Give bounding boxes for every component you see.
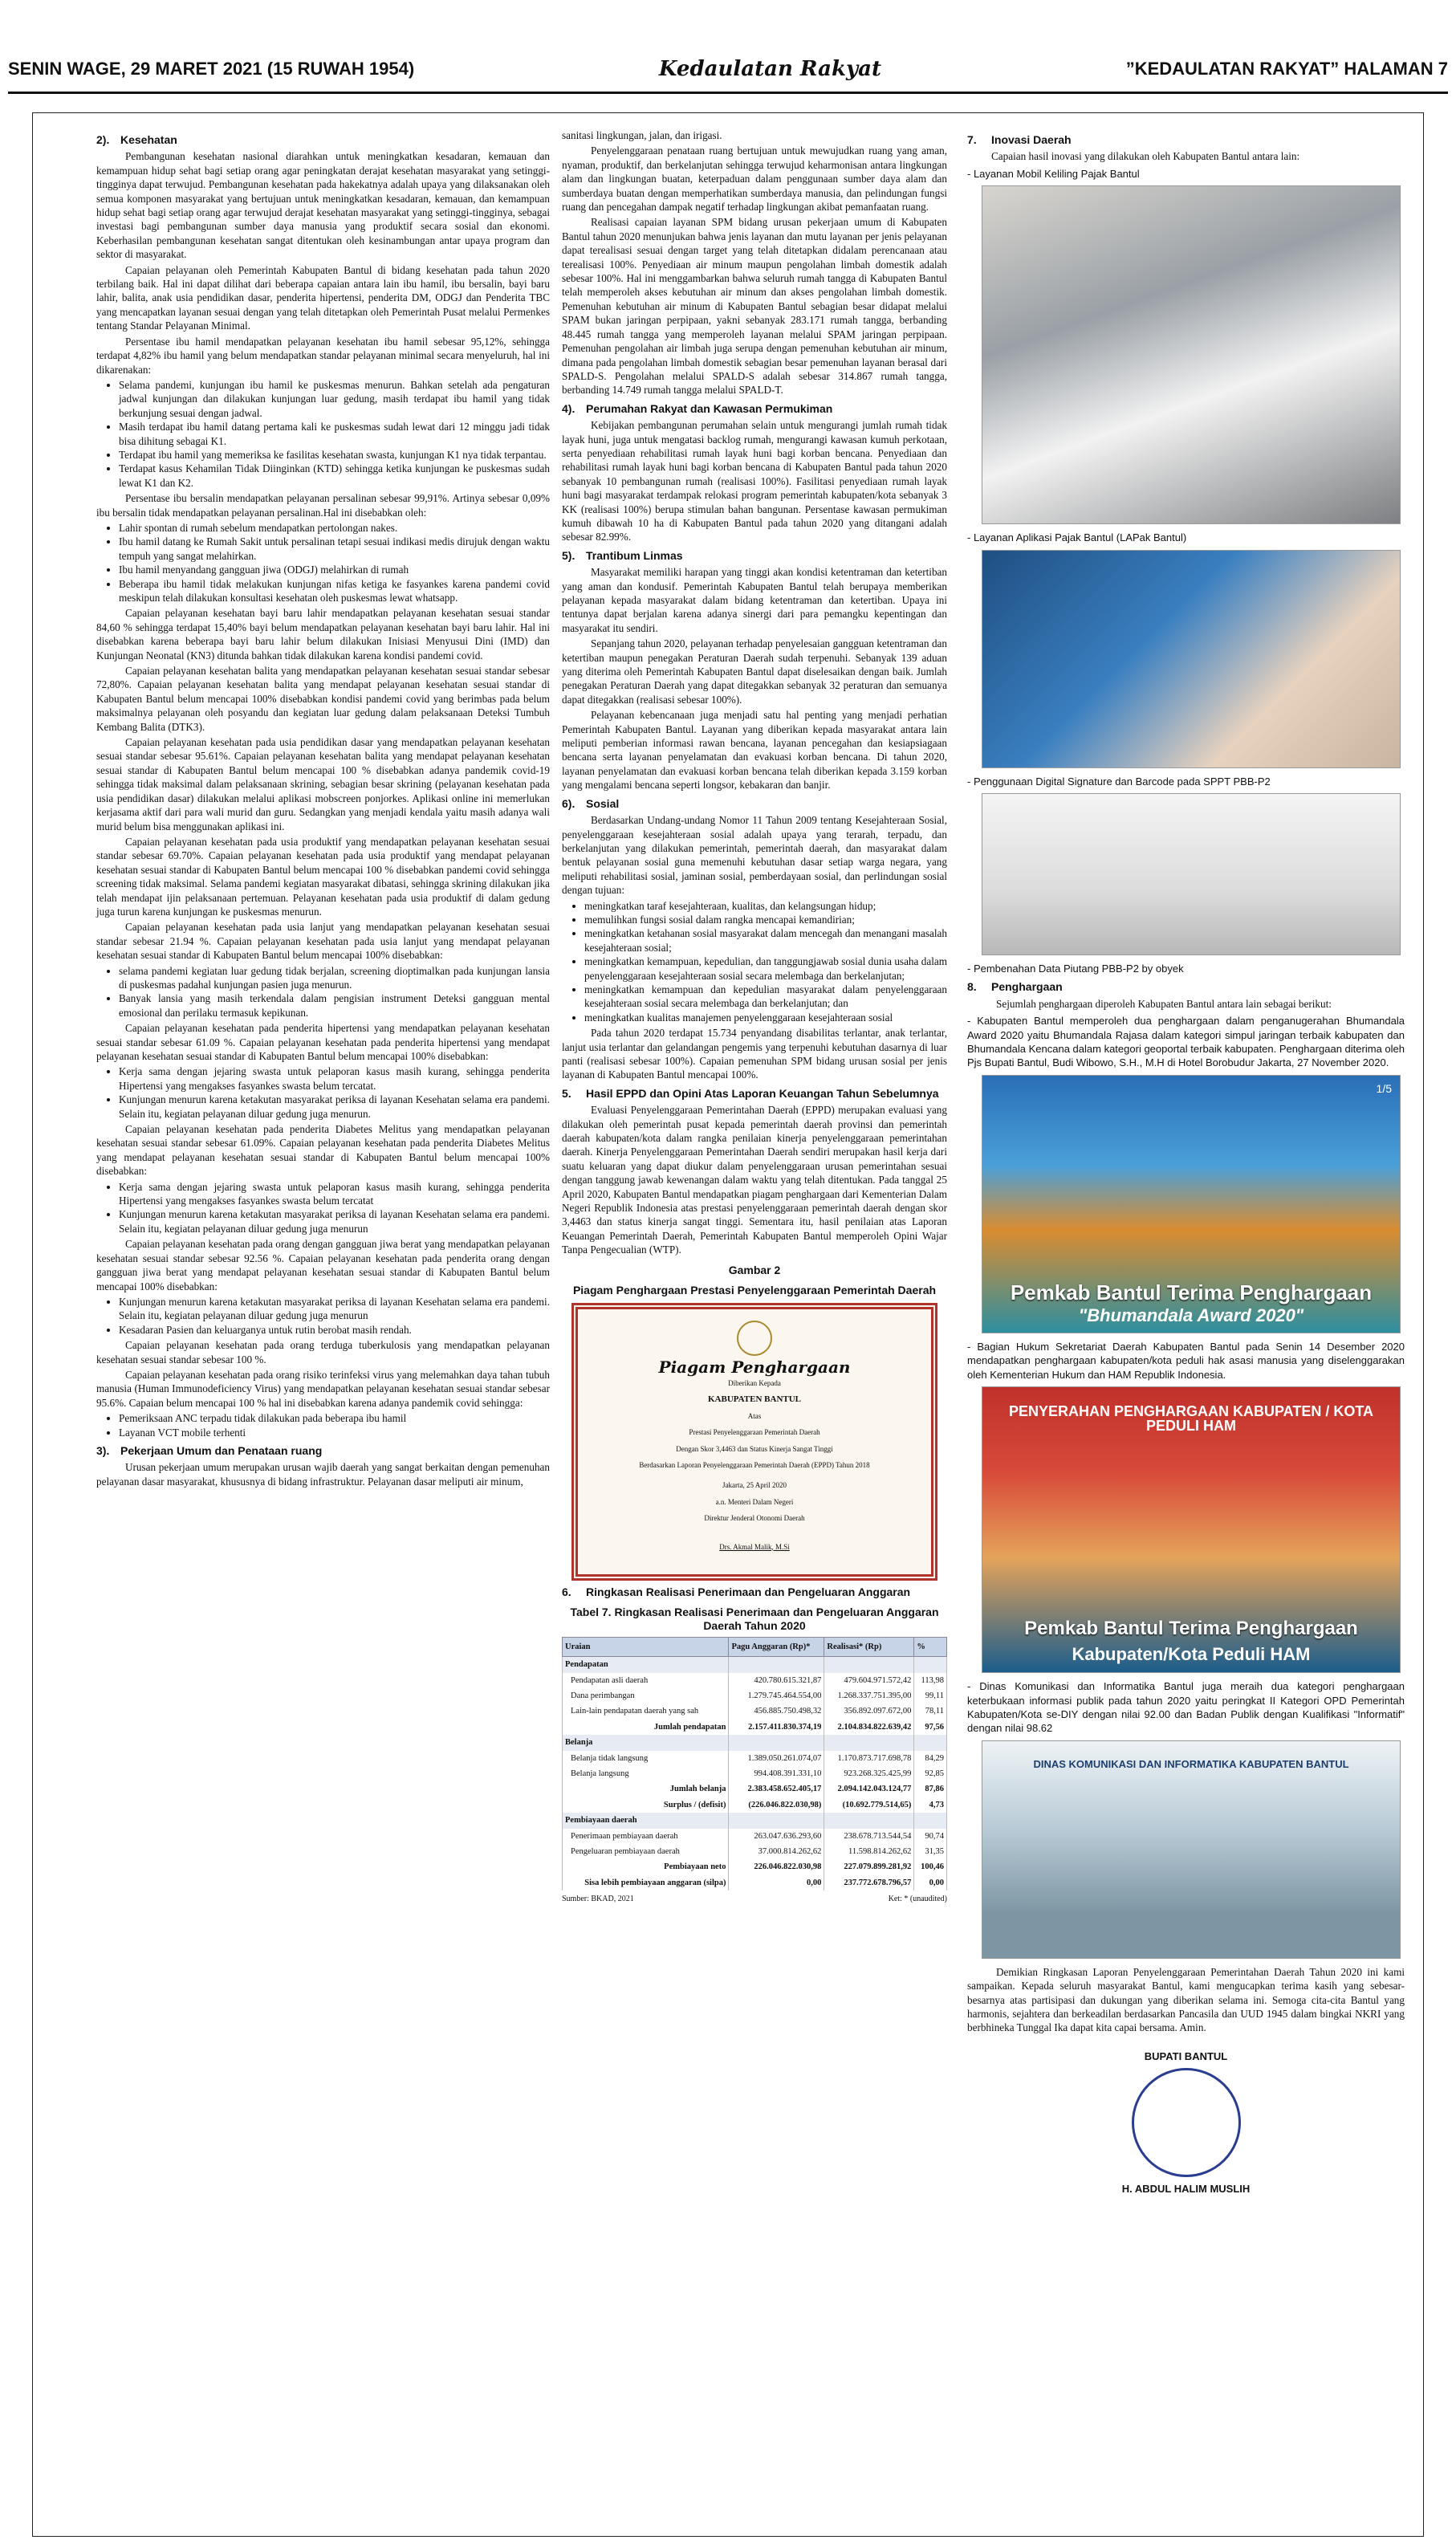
table-cell: 37.000.814.262,62	[729, 1844, 824, 1859]
table-cell	[729, 1657, 824, 1673]
ham-award-photo	[982, 1386, 1401, 1673]
list-item: • Terdapat ibu hamil yang memeriksa ke fasilitas kesehatan swasta, kunjungan K1 nya tidak terpantau.	[119, 448, 550, 462]
table-cell: 2.157.411.830.374,19	[729, 1720, 824, 1735]
table-cell	[914, 1813, 947, 1828]
table-cell: 994.408.391.331,10	[729, 1766, 824, 1781]
photo-overlay-subtitle: Kabupaten/Kota Peduli HAM	[1072, 1643, 1311, 1664]
table-cell: Penerimaan pembiayaan daerah	[563, 1829, 729, 1844]
paragraph: Capaian pelayanan kesehatan pada penderita hipertensi yang mendapatkan pelayanan kesehatan sesuai standar sebesar 61.09 %. Capaian pelayanan kesehatan pada penderita hipertensi yang mendapat pelayanan kesehatan sesuai standar di Kabupaten Bantul belum mencapai 100% disebabkan:	[96, 1022, 550, 1062]
list-item: • meningkatkan ketahanan sosial masyarakat dalam mencegah dan menangani masalah kesejahteraan sosial;	[584, 926, 947, 954]
garuda-emblem-icon	[737, 1321, 772, 1356]
photo-caption: - Layanan Mobil Keliling Pajak Bantul	[967, 167, 1405, 181]
table-row	[563, 1875, 947, 1891]
table-cell: 237.772.678.796,57	[824, 1875, 914, 1891]
paragraph: Pada tahun 2020 terdapat 15.734 penyandang disabilitas terlantar, anak terlantar, lanjut usia terlantar dan gelandangan pengemis yang terpenuhi kebutuhan dasarnya di luar panti (realisasi sebesar 100%). Capaian pemenuhan SPM bidang urusan sosial per jenis layanan di Kabupaten Bantul mencapai 100%.	[562, 1027, 947, 1081]
table-cell: Jumlah pendapatan	[563, 1720, 729, 1735]
table-cell: 0,00	[914, 1875, 947, 1891]
table-cell: Belanja langsung	[563, 1766, 729, 1781]
table-cell: 4,73	[914, 1797, 947, 1813]
bullet-list	[96, 1180, 550, 1236]
table-cell	[914, 1735, 947, 1750]
table-cell: (10.692.779.514,65)	[824, 1797, 914, 1813]
table-cell	[824, 1813, 914, 1828]
certificate-line: Dengan Skor 3,4463 dan Status Kinerja Sangat Tinggi	[676, 1444, 833, 1453]
table-cell	[824, 1735, 914, 1750]
page-label: ”KEDAULATAN RAKYAT” HALAMAN 7	[1125, 59, 1448, 79]
bullet-list	[96, 964, 550, 1020]
section-heading: 8. Penghargaan	[967, 980, 1063, 994]
table-row	[563, 1797, 947, 1813]
table-header: %	[914, 1637, 947, 1656]
table-cell: Belanja	[563, 1735, 729, 1750]
paragraph: Capaian pelayanan kesehatan pada orang risiko terinfeksi virus yang melemahkan daya tahan tubuh manusia (Human Immunodeficiency Virus) yang mendapatkan pelayanan kesehatan sesuai standar sebesar 95.6%. Capaian belum mencapai 100 % hal ini disebabkan karena adanya pandemik covid sehingga:	[96, 1368, 550, 1409]
table-cell: (226.046.822.030,98)	[729, 1797, 824, 1813]
table-cell: 227.079.899.281,92	[824, 1859, 914, 1874]
digital-signature-photo	[982, 793, 1401, 955]
photo-caption: - Layanan Aplikasi Pajak Bantul (LAPak Bantul)	[967, 531, 1405, 544]
list-item: • Pemeriksaan ANC terpadu tidak dilakukan pada beberapa ibu hamil	[119, 1411, 550, 1425]
table-cell: 923.268.325.425,99	[824, 1766, 914, 1781]
list-item: • meningkatkan taraf kesejahteraan, kualitas, dan kelangsungan hidup;	[584, 899, 947, 913]
paragraph: Kebijakan pembangunan perumahan selain untuk mengurangi jumlah rumah tidak layak huni, juga untuk mengatasi backlog rumah, mengurangi kawasan kumuh perkotaan, serta penyediaan rehabilitasi rumah layak huni bagi korban bencana. Penyediaan dan rehabilitasi rumah layak huni bagi korban bencana di Kabupaten Bantul pada tahun 2020 sebanyak 10 pembangunan rumah (realisasi 100%). Fasilitasi penyediaan rumah layak huni bagi masyarakat terdampak relokasi program pemerintah kabupaten/kota sebanyak 3 KK (realisasi 100%) berupa stimulan bahan bangunan. Persentase kawasan permukiman kumuh dibawah 10 ha di Kabupaten Bantul pada tahun 2020 yang ditangani adalah sebesar 82.99%.	[562, 419, 947, 543]
column-1	[96, 128, 550, 1490]
column-2	[562, 128, 947, 1907]
paragraph: Capaian pelayanan kesehatan pada orang dengan gangguan jiwa berat yang mendapatkan pelayanan kesehatan sesuai standar sebesar 92.56 %. Capaian pelayanan kesehatan pada penderita orang dengan gangguan jiwa berat yang mendapat pelayanan kesehatan sesuai standar di Kabupaten Bantul belum mencapai 100% disebabkan:	[96, 1238, 550, 1292]
award-certificate	[571, 1303, 937, 1581]
table-cell: 99,11	[914, 1688, 947, 1703]
table-cell: 263.047.636.293,60	[729, 1829, 824, 1844]
table-cell: 2.104.834.822.639,42	[824, 1720, 914, 1735]
list-item: • meningkatkan kualitas manajemen penyelenggaraan kesejahteraan sosial	[584, 1011, 947, 1024]
list-item: • selama pandemi kegiatan luar gedung tidak berjalan, screening dioptimalkan pada kunjungan lansia di puskesmas padahal kunjungan pasien juga menurun.	[119, 964, 550, 992]
list-item: • Masih terdapat ibu hamil datang pertama kali ke puskesmas sudah lewat dari 12 minggu jadi tidak bisa dihitung sebagai K1.	[119, 420, 550, 448]
paragraph: Capaian pelayanan kesehatan pada usia pendidikan dasar yang mendapatkan pelayanan kesehatan sesuai standar sebesar 95.61%. Capaian pelayanan kesehatan balita yang mendapat pelayanan kesehatan sesuai standar di Kabupaten Bantul belum mencapai 100 % disebabkan adanya pandemik covid-19 sehingga tidak maksimal dalam pelaksanaan skrining, sebagian besar skrining (pelayanan kesehatan pada usia pendidikan dasar) dilakukan melalui aplikasi mobscreen ponjorkes. Aplikasi online ini memerlukan kerjasama aktif dari para wali murid dan guru. Sedangkan yang menjadi kendala yaitu masih adanya wali murid belum bisa menggunakan aplikasi ini.	[96, 736, 550, 832]
table-cell: 1.389.050.261.074,07	[729, 1751, 824, 1766]
table-cell	[729, 1735, 824, 1750]
award-item: - Bagian Hukum Sekretariat Daerah Kabupaten Bantul pada Senin 14 Desember 2020 mendapatkan penghargaan kabupaten/kota peduli hak asasi manusia yang diselenggarakan oleh Kementerian Hukum dan HAM Republik Indonesia.	[967, 1340, 1405, 1382]
table-cell: 113,98	[914, 1673, 947, 1688]
list-item: • Kerja sama dengan jejaring swasta untuk pelaporan kasus masih kurang, sehingga penderita Hipertensi yang mengakses fasyankes swasta belum tercatat	[119, 1180, 550, 1208]
table-cell: 420.780.615.321,87	[729, 1673, 824, 1688]
table-row	[563, 1735, 947, 1750]
paragraph: Capaian pelayanan kesehatan pada penderita Diabetes Melitus yang mendapatkan pelayanan kesehatan sesuai standar sebesar 61.09%. Capaian pelayanan kesehatan pada penderita Diabetes Melitus yang mendapat pelayanan kesehatan sesuai standar di Kabupaten Bantul belum mencapai 100% disebabkan:	[96, 1123, 550, 1178]
table-header: Realisasi* (Rp)	[824, 1637, 914, 1656]
table-cell: Pembiayaan daerah	[563, 1813, 729, 1828]
paragraph: Persentase ibu bersalin mendapatkan pelayanan persalinan sebesar 99,91%. Artinya sebesar 0,09% ibu bersalin tidak mendapatkan pelayanan persalinan.Hal ini disebabkan oleh:	[96, 492, 550, 519]
section-heading: 4). Perumahan Rakyat dan Kawasan Permukiman	[562, 401, 833, 415]
certificate-line: Drs. Akmal Malik, M.Si	[719, 1542, 790, 1551]
award-item: - Dinas Komunikasi dan Informatika Bantul juga meraih dua kategori penghargaan keterbukaan informasi publik pada tahun 2020 yaitu peringkat II Kategori OPD Pemerintah Kabupaten/Kota se-DIY dengan nilai 92.00 dan Badan Publik dengan Kualifikasi "Informatif" dengan nilai 98.62	[967, 1679, 1405, 1736]
certificate-line: a.n. Menteri Dalam Negeri	[715, 1497, 794, 1506]
paragraph: Demikian Ringkasan Laporan Penyelenggaraan Pemerintahan Daerah Tahun 2020 ini kami sampaikan. Kepada seluruh masyarakat Bantul, kami mengucapkan terima kasih yang sebesar-besarnya atas partisipasi dan dukungan yang diberikan selama ini. Semoga cita-cita Bantul yang harmonis, sejahtera dan berkeadilan berdasarkan Pancasila dan UUD 1945 dalam bingkai NKRI yang berbhineka Tunggal Ika dapat kita capai bersama. Amin.	[967, 1965, 1405, 2034]
budget-table	[562, 1637, 947, 1891]
issue-date: SENIN WAGE, 29 MARET 2021 (15 RUWAH 1954)	[8, 59, 415, 79]
certificate-line: KABUPATEN BANTUL	[707, 1394, 802, 1405]
table-cell: 2.383.458.652.405,17	[729, 1781, 824, 1797]
table-cell: 1.279.745.464.554,00	[729, 1688, 824, 1703]
certificate-line: Berdasarkan Laporan Penyelenggaraan Pemerintah Daerah (EPPD) Tahun 2018	[639, 1460, 870, 1469]
masthead	[8, 47, 1448, 94]
list-item: • Kunjungan menurun karena ketakutan masyarakat periksa di layanan Kesehatan selama era pandemi. Selain itu, kegiatan pelayanan diluar gedung juga menurun	[119, 1295, 550, 1323]
paragraph: Masyarakat memiliki harapan yang tinggi akan kondisi ketentraman dan ketertiban yang aman dan kondusif. Pemerintah Kabupaten Bantul telah berupaya memberikan pelayanan kepada masyarakat dalam bidang ketentraman dan ketertiban. Upaya ini tentunya dapat berjalan karena adanya sinergi dari para pemangku kepentingan dan masyarakat itu sendiri.	[562, 566, 947, 634]
paragraph: Persentase ibu hamil mendapatkan pelayanan kesehatan ibu hamil sebesar 95,12%, sehingga terdapat 4,82% ibu hamil yang belum mendapatkan standar pelayanan minimal secara menyeluruh, hal ini dikarenakan:	[96, 335, 550, 376]
table-row	[563, 1703, 947, 1719]
table-cell	[824, 1657, 914, 1673]
table-row	[563, 1781, 947, 1797]
table-cell: 11.598.814.262,62	[824, 1844, 914, 1859]
table-cell: 97,56	[914, 1720, 947, 1735]
paragraph: sanitasi lingkungan, jalan, dan irigasi.	[562, 129, 722, 141]
table-cell: 31,35	[914, 1844, 947, 1859]
table-cell: 78,11	[914, 1703, 947, 1719]
mobile-tax-cars-photo	[982, 185, 1401, 524]
list-item: • Kunjungan menurun karena ketakutan masyarakat periksa di layanan Kesehatan selama era pandemi. Selain itu, kegiatan pelayanan diluar gedung juga menurun	[119, 1207, 550, 1235]
table-cell: 0,00	[729, 1875, 824, 1891]
signature-block	[967, 2049, 1405, 2196]
paragraph: Sepanjang tahun 2020, pelayanan terhadap penyelesaian gangguan ketentraman dan ketertiban maupun penegakan Peraturan Daerah sudah terpenuhi. Sebanyak 139 aduan yang diterima oleh Pemerintah Kabupaten Bantul dapat diselesaikan dengan baik. Jumlah penegakan Peraturan Daerah yang dapat ditegakkan sebanyak 32 peraturan dan semuanya dapat ditegakkan (realisasi sebesar 100%).	[562, 637, 947, 706]
list-item: • Ibu hamil menyandang gangguan jiwa (ODGJ) melahirkan di rumah	[119, 563, 550, 576]
table-cell: 356.892.097.672,00	[824, 1703, 914, 1719]
table-row	[563, 1766, 947, 1781]
table-cell: 226.046.822.030,98	[729, 1859, 824, 1874]
award-item: - Kabupaten Bantul memperoleh dua penghargaan dalam penganugerahan Bhumandala Award 2020 yaitu Bhumandala Rajasa dalam kategori simpul jaringan terbaik kabupaten dan Bhumandala Kencana dalam kategori geoportal terbaik kabupaten. Penghargaan diterima oleh Pjs Bupati Bantul, Budi Wibowo, S.H., M.H di Hotel Borobudur Jakarta, 27 November 2020.	[967, 1014, 1405, 1070]
list-item: • memulihkan fungsi sosial dalam rangka mencapai kemandirian;	[584, 913, 947, 926]
photo-overlay-title: Pemkab Bantul Terima Penghargaan	[1024, 1617, 1358, 1639]
table-row	[563, 1813, 947, 1828]
certificate-title: Piagam Penghargaan	[658, 1357, 851, 1377]
table-header: Pagu Anggaran (Rp)*	[729, 1637, 824, 1656]
paragraph: Pelayanan kebencanaan juga menjadi satu hal penting yang menjadi perhatian Pemerintah Kabupaten Bantul. Layanan yang diberikan kepada masyarakat antara lain meliputi pemberian informasi rawan bencana, layanan pencegahan dan kesiapsiagaan bencana serta layanan penyelamatan dan evakuasi korban bencana. Di tahun 2020, layanan penyelamatan dan evakuasi korban bencana telah diberikan kepada 3.159 korban yang mengalami bencana seperti longsor, kebakaran dan banjir.	[562, 709, 947, 792]
regent-seal-icon	[1132, 2068, 1241, 2177]
table-cell: 2.094.142.043.124,77	[824, 1781, 914, 1797]
section-heading: 5). Trantibum Linmas	[562, 548, 683, 562]
list-item: • meningkatkan kemampuan, kepedulian, dan tanggungjawab sosial dunia usaha dalam penyelenggaraan kesejahteraan sosial secara melembaga dan berkelanjutan;	[584, 954, 947, 983]
paragraph: Berdasarkan Undang-undang Nomor 11 Tahun 2009 tentang Kesejahteraan Sosial, penyelenggaraan kesejahteraan sosial adalah upaya yang terarah, terpadu, dan berkelanjutan yang dilakukan pemerintah, pemerintah daerah, dan masyarakat dalam bentuk pelayanan sosial guna memenuhi kebutuhan dasar setiap warga negara, yang meliputi rehabilitasi sosial, jaminan sosial, pemberdayaan sosial, dan perlindungan sosial dengan tujuan:	[562, 814, 947, 897]
list-item: • Layanan VCT mobile terhenti	[119, 1426, 550, 1439]
photo-overlay-title: Pemkab Bantul Terima Penghargaan	[1010, 1280, 1373, 1305]
column-3	[967, 128, 1405, 2196]
paragraph: Urusan pekerjaan umum merupakan urusan wajib daerah yang sangat berkaitan dengan pemenuhan pelayanan dasar masyarakat, khususnya di bidang infrastruktur. Pelayanan dasar meliputi air minum,	[96, 1461, 550, 1488]
certificate-line: Atas	[747, 1411, 762, 1420]
diskominfo-photo	[982, 1740, 1401, 1959]
office-sign: DINAS KOMUNIKASI DAN INFORMATIKA KABUPATEN BANTUL	[1033, 1757, 1349, 1770]
list-item: • Kunjungan menurun karena ketakutan masyarakat periksa di layanan Kesehatan selama era pandemi. Selain itu, kegiatan pelayanan diluar gedung juga menurun.	[119, 1093, 550, 1121]
lapak-app-photo	[982, 550, 1401, 768]
paragraph: Capaian pelayanan kesehatan pada orang terduga tuberkulosis yang mendapatkan pelayanan kesehatan sesuai standar sebesar 100 %.	[96, 1339, 550, 1366]
table-footnote	[562, 1892, 947, 1906]
table-row	[563, 1657, 947, 1673]
paragraph: Capaian pelayanan kesehatan balita yang mendapatkan pelayanan kesehatan sesuai standar sebesar 72,80%. Capaian pelayanan kesehatan balita yang mendapat pelayanan kesehatan sesuai standar di Kabupaten Bantul belum mencapai 100% disebabkan kondisi pandemi covid yang berimbas pada belum maksimalnya pelayanan oleh posyandu dan kegiatan luar gedung dalam pelaksanaan Deteksi Tumbuh Kembang Balita (DTK3).	[96, 665, 550, 733]
table-cell: 1.268.337.751.395,00	[824, 1688, 914, 1703]
section-heading: 3). Pekerjaan Umum dan Penataan ruang	[96, 1443, 323, 1457]
paragraph: Evaluasi Penyelenggaraan Pemerintahan Daerah (EPPD) merupakan evaluasi yang dilakukan oleh pemerintah pusat kepada pemerintah daerah provinsi dan pemerintah daerah kabupaten/kota dalam rangka penilaian kinerja penyelenggaraan pemerintahan daerah. Kinerja Penyelenggaraan Pemerintahan Daerah sendiri merupakan hasil kerja dari suatu keluaran yang dapat diukur dalam penyelenggaraan urusan pemerintahan sesuai dengan tanggung jawab kewenangan dalam waktu yang telah ditentukan. Pada tanggal 25 April 2020, Kabupaten Bantul mendapatkan piagam penghargaan dari Kementerian Dalam Negeri Republik Indonesia atas prestasi penyelenggaraan pemerintah daerah dengan skor 3,4463 dan status kinerja sangat tinggi. Sementara itu, hasil penilaian atas Laporan Keuangan Pemerintah Daerah, Pemerintah Kabupaten Bantul memperoleh Opini Wajar Tanpa Pengecualian (WTP).	[562, 1104, 947, 1256]
certificate-line: Direktur Jenderal Otonomi Daerah	[704, 1514, 805, 1523]
signatory-title: BUPATI BANTUL	[1144, 2049, 1228, 2062]
paragraph: Capaian pelayanan kesehatan pada usia lanjut yang mendapatkan pelayanan kesehatan sesuai standar sebesar 21.94 %. Capaian pelayanan kesehatan pada usia lanjut yang mendapat pelayanan kesehatan sesuai standar di Kabupaten Bantul belum mencapai 100% disebabkan:	[96, 921, 550, 962]
table-row	[563, 1720, 947, 1735]
photo-overlay-subtitle: "Bhumandala Award 2020"	[1078, 1305, 1304, 1326]
list-item: • Ibu hamil datang ke Rumah Sakit untuk persalinan tetapi sesuai indikasi medis dirujuk dengan waktu tempuh yang sangat melahirkan.	[119, 535, 550, 563]
table-row	[563, 1844, 947, 1859]
list-item: • Kerja sama dengan jejaring swasta untuk pelaporan kasus masih kurang, sehingga penderita Hipertensi yang mengakses fasyankes swasta belum tercatat.	[119, 1064, 550, 1093]
photo-caption: - Pembenahan Data Piutang PBB-P2 by obyek	[967, 962, 1405, 975]
table-row	[563, 1688, 947, 1703]
table-source: Sumber: BKAD, 2021	[562, 1895, 634, 1904]
bullet-list	[96, 378, 550, 490]
table-cell	[729, 1813, 824, 1828]
bullet-list	[96, 1295, 550, 1337]
table-cell: 479.604.971.572,42	[824, 1673, 914, 1688]
bullet-list	[96, 1064, 550, 1121]
paragraph: Realisasi capaian layanan SPM bidang urusan pekerjaan umum di Kabupaten Bantul tahun 2020 menunjukan bahwa jenis layanan dan mutu layanan per jenis pelayanan dapat terealisasi sesuai dengan target yang telah ditetapkan didalam perencanaan atau terealisasi 100%. Penyediaan air minum maupun pengolahan limbah domestik adalah sebesar 100%. Hal ini menggambarkan bahwa seluruh rumah tangga di Kabupaten Bantul telah memperoleh akses kebutuhan air minum dan akses pengolahan limbah domestik. Pemenuhan kebutuhan air minum di Kabupaten Bantul sebagian besar didapat melalui SPAM bukan jaringan perpipaan, yakni sebanyak 283.171 rumah tangga, berbanding 48.445 rumah tangga yang memperoleh layanan melalui SPAM jaringan perpipaan. Pemenuhan pengolahan air limbah juga serupa dengan pemenuhan kebutuhan air minum, dimana pada pengolahan limbah domestik sebagian besar pemenuhan layanan berasal dari SPALD-S. Pengolahan melalui SPALD-S adalah sebesar 314.867 rumah tangga, berbanding 14.749 rumah tangga melalui SPALD-T.	[562, 216, 947, 397]
figure-label: Gambar 2	[728, 1263, 781, 1276]
table-cell: 90,74	[914, 1829, 947, 1844]
table-cell: Dana perimbangan	[563, 1688, 729, 1703]
figure-title: Piagam Penghargaan Prestasi Penyelenggaraan Pemerintah Daerah	[572, 1284, 937, 1297]
table-row	[563, 1859, 947, 1874]
paragraph: Sejumlah penghargaan diperoleh Kabupaten Bantul antara lain sebagai berikut:	[996, 997, 1332, 1010]
list-item: • Banyak lansia yang masih terkendala dalam pengisian instrument Deteksi gangguan mental emosional dan perilaku termasuk kepikunan.	[119, 991, 550, 1020]
paragraph: Capaian pelayanan oleh Pemerintah Kabupaten Bantul di bidang kesehatan pada tahun 2020 terbilang baik. Hal ini dapat dilihat dari beberapa capaian antara lain ibu hamil, ibu bersalin, bayi baru lahir, balita, anak usia pendidikan dasar, penderita hipertensi, penderita DM, ODGJ dan Penderita TBC yang mencapatkan layanan sesuai dengan yang telah ditetapkan oleh Pemerintah Pusat melalui Permenkes tentang Standar Pelayanan Minimal.	[96, 263, 550, 332]
list-item: • Kesadaran Pasien dan keluarganya untuk rutin berobat masih rendah.	[119, 1323, 550, 1337]
table-cell: 87,86	[914, 1781, 947, 1797]
list-item: • Lahir spontan di rumah sebelum mendapatkan pertolongan nakes.	[119, 521, 550, 535]
signatory-name: H. ABDUL HALIM MUSLIH	[1121, 2183, 1251, 2196]
certificate-line: Jakarta, 25 April 2020	[722, 1481, 787, 1490]
table-cell: 100,46	[914, 1859, 947, 1874]
table-title: Tabel 7. Ringkasan Realisasi Penerimaan dan Pengeluaran Anggaran Daerah Tahun 2020	[570, 1605, 939, 1633]
paragraph: Capaian pelayanan kesehatan pada usia produktif yang mendapatkan pelayanan kesehatan sesuai standar sebesar 69.70%. Capaian pelayanan kesehatan pada usia produktif yang mendapat pelayanan kesehatan sesuai standar di Kabupaten Bantul belum mencapai 100 % disebabkan pandemi covid sehingga screening tidak maksimal. Selama pandemi kegiatan masyarakat dibatasi, sehingga skrining dilakukan jika telah mendapat ijin pelaksanaan pertemuan. Pelayanan kesehatan pada usia produktif di dalam gedung juga turun karena kunjungan ke puskesmas menurun.	[96, 835, 550, 918]
newspaper-logo: Kedaulatan Rakyat	[658, 57, 881, 81]
paragraph: Pembangunan kesehatan nasional diarahkan untuk meningkatkan kesadaran, kemauan dan kemampuan hidup sehat bagi setiap orang agar peningkatan derajat kesehatan masyarakat yang setinggi-tingginya dapat terwujud. Pembangunan kesehatan pada hakekatnya adalah upaya yang dilaksanakan oleh semua komponen masyarakat yang bertujuan untuk meningkatkan kesadaran, kemauan, dan kemampuan hidup sehat bagi setiap orang agar terwujud derajat kesehatan masyarakat yang setinggi-tingginya, sebagai investasi bagi pembangunan sumber daya manusia yang produktif secara sosial dan ekonomi. Keberhasilan pembangunan kesehatan sangat ditentukan oleh kesinambungan antar upaya program dan sektor di masyarakat.	[96, 150, 550, 261]
table-cell: Surplus / (defisit)	[563, 1797, 729, 1813]
list-item: • Terdapat kasus Kehamilan Tidak Diinginkan (KTD) sehingga ketika kunjungan ke puskesmas sudah lewat K1 dan K2.	[119, 462, 550, 490]
table-cell: Sisa lebih pembiayaan anggaran (silpa)	[563, 1875, 729, 1891]
slide-counter: 1/5	[1376, 1081, 1392, 1095]
section-heading: 5. Hasil EPPD dan Opini Atas Laporan Keuangan Tahun Sebelumnya	[562, 1086, 939, 1100]
table-cell: Jumlah belanja	[563, 1781, 729, 1797]
table-cell: 84,29	[914, 1751, 947, 1766]
certificate-line: Prestasi Penyelenggaraan Pemerintah Daerah	[689, 1428, 820, 1437]
section-heading: 6). Sosial	[562, 796, 620, 810]
table-cell: Pembiayaan neto	[563, 1859, 729, 1874]
table-cell: Lain-lain pendapatan daerah yang sah	[563, 1703, 729, 1719]
table-row	[563, 1829, 947, 1844]
table-cell: 456.885.750.498,32	[729, 1703, 824, 1719]
table-header: Uraian	[563, 1637, 729, 1656]
table-cell: 92,85	[914, 1766, 947, 1781]
section-heading: 7. Inovasi Daerah	[967, 133, 1072, 146]
table-row	[563, 1673, 947, 1688]
table-cell: 238.678.713.544,54	[824, 1829, 914, 1844]
table-cell: Belanja tidak langsung	[563, 1751, 729, 1766]
paragraph: Penyelenggaraan penataan ruang bertujuan untuk mewujudkan ruang yang aman, nyaman, produktif, dan berkelanjutan sehingga terwujud keharmonisan antara lingkungan alam dan lingkungan buatan, keterpaduan dalam penggunaan sumber daya alam dan sumberdaya buatan dengan memperhatikan sumberdaya manusia, dan pelindungan fungsi ruang dan pencegahan dampak negatif terhadap lingkungan akibat pemanfaatan ruang.	[562, 144, 947, 214]
section-heading: 6. Ringkasan Realisasi Penerimaan dan Pengeluaran Anggaran	[562, 1585, 911, 1598]
bullet-list	[96, 521, 550, 604]
list-item: • Beberapa ibu hamil tidak melakukan kunjungan nifas ketiga ke fasyankes karena pandemi covid meskipun telah dilakukan konsultasi kesehatan oleh puskesmas lewat whatsapp.	[119, 577, 550, 605]
bullet-list	[562, 899, 947, 1025]
table-cell: Pengeluaran pembiayaan daerah	[563, 1844, 729, 1859]
photo-caption: - Penggunaan Digital Signature dan Barcode pada SPPT PBB-P2	[967, 775, 1405, 788]
paragraph: Capaian pelayanan kesehatan bayi baru lahir mendapatkan pelayanan kesehatan sesuai standar 84,60 % sehingga terdapat 15,40% bayi belum mendapatkan pelayanan kesehatan bayi baru lahir. Hal ini disebabkan karena beberapa bayi baru lahir belum dilakukan Inisiasi Menyusui Dini (IMD) dan Kunjungan Neonatal (KN3) ditunda bahkan tidak dilakukan karena kondisi pandemi covid.	[96, 607, 550, 661]
table-cell: Pendapatan	[563, 1657, 729, 1673]
table-cell: 1.170.873.717.698,78	[824, 1751, 914, 1766]
list-item: • Selama pandemi, kunjungan ibu hamil ke puskesmas menurun. Bahkan setelah ada pengaturan jadwal kunjungan dan dilakukan kunjungan luar gedung, masih terdapat ibu hamil yang tidak berkunjung sesuai dengan jadwal.	[119, 378, 550, 420]
certificate-line: Diberikan Kepada	[728, 1378, 781, 1387]
list-item: • meningkatkan kemampuan dan kepedulian masyarakat dalam penyelenggaraan kesejahteraan sosial secara melembaga dan berkelanjutan; dan	[584, 983, 947, 1011]
table-cell: Pendapatan asli daerah	[563, 1673, 729, 1688]
section-heading: 2). Kesehatan	[96, 133, 177, 146]
paragraph: Capaian hasil inovasi yang dilakukan oleh Kabupaten Bantul antara lain:	[991, 150, 1300, 163]
table-cell	[914, 1657, 947, 1673]
photo-banner: PENYERAHAN PENGHARGAAN KABUPATEN / KOTA PEDULI HAM	[1008, 1403, 1374, 1434]
bhumandala-award-photo	[982, 1075, 1401, 1333]
bullet-list	[96, 1411, 550, 1439]
table-note: Ket: * (unaudited)	[888, 1895, 947, 1904]
table-row	[563, 1751, 947, 1766]
